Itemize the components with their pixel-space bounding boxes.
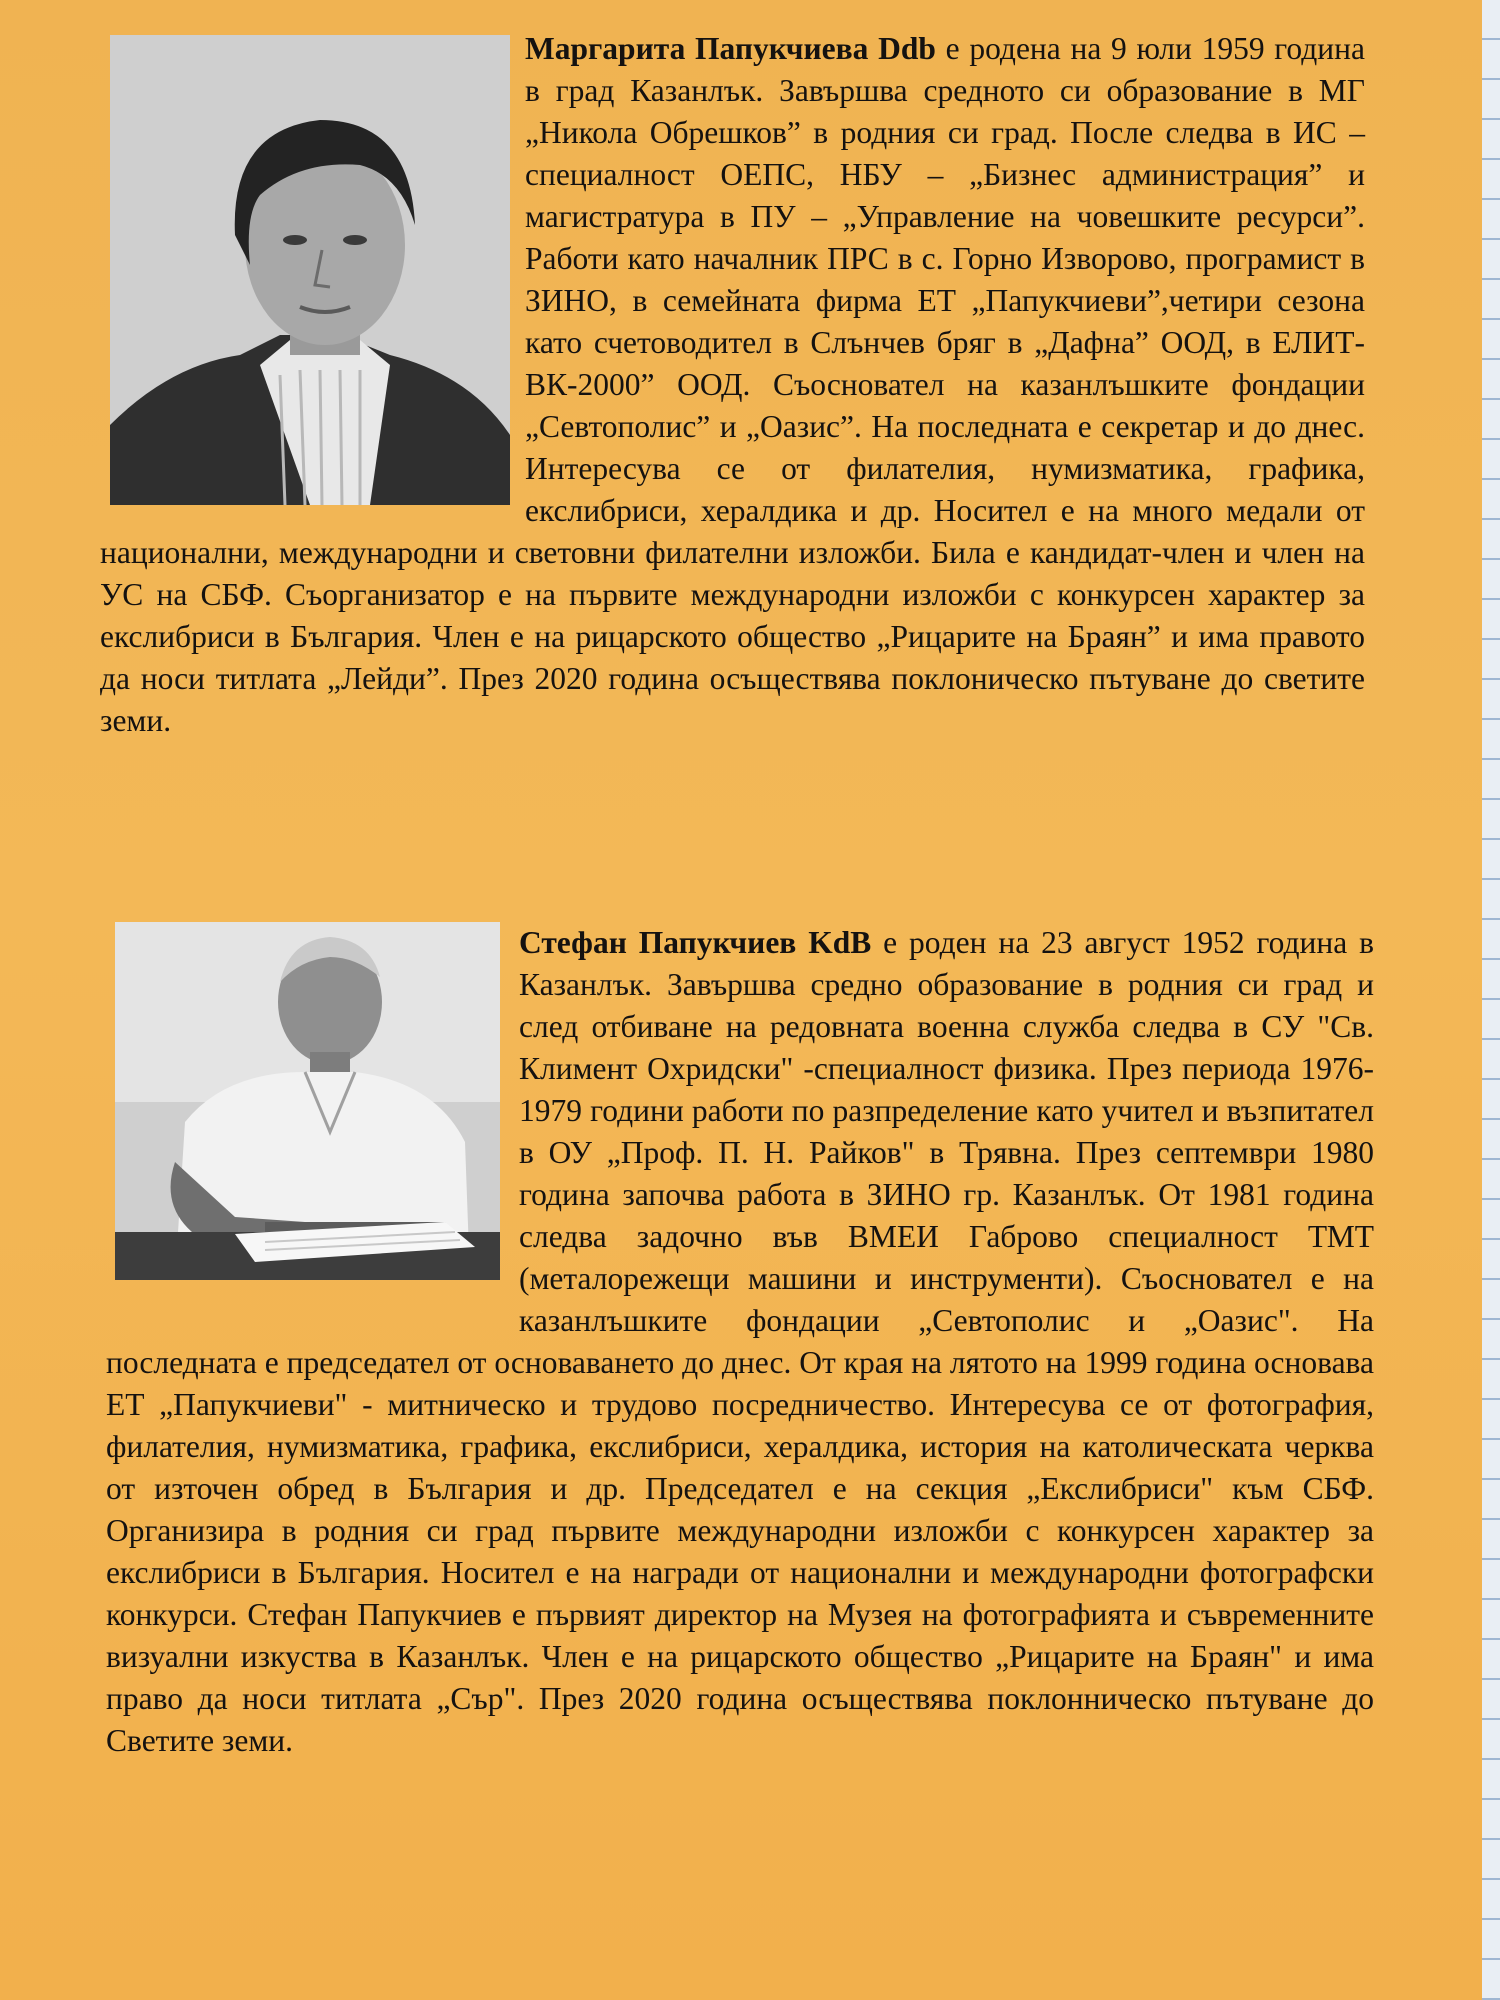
bio-text: е роден на 23 август 1952 година в Казанлък. Завършва средно образование в родния си град и след отбиване на редовната военна служба следва в СУ "Св. Климент Охридски" -специалност физика. През периода 1976-1979 години работи по разпределение като учител и възпитател в ОУ „Проф. П. Н. Райков" в Трявна. През септември 1980 година започва работа в ЗИНО гр. Казанлък. От 1981 година следва задочно във ВМЕИ Габрово специалност ТМТ (металорежещи машини и инструменти). Съосновател е на казанлъшките фондации „Севтополис и „Оазис". На последната е председател от основаването до днес. От края на лятото на 1999 година основава ЕТ „Папукчиеви" - митническо и трудово посредничество. Интересува се от фотография, филателия, нумизматика, графика, екслибриси, хералдика, история на католическата черква от източен обред в България и др. Председател е на секция „Екслибриси" към СБФ. Организира в родния си град първите международни изложби с конкурсен характер за екслибриси в България. Носител е на награди от национални и международни фотографски конкурси. Стефан Папукчиев е първият директор на Музея на фотографията и съвременните визуални изкуства в Казанлък. Член е на рицарското общество „Рицарите на Браян" и има право да носи титлата „Сър". През 2020 година осъществява поклонническо пътуване до Светите земи. [106,925,1374,1758]
photo-spacer [100,28,525,528]
bio-margarita [100,28,1365,742]
person-name: Стефан Папукчиев KdB [519,925,872,960]
person-name: Маргарита Папукчиева Ddb [525,31,936,66]
photo-spacer [106,922,519,1310]
bio-stefan [106,922,1374,1762]
paper-edge [1482,0,1500,2000]
bio-text: е родена на 9 юли 1959 година в град Казанлък. Завършва средното си образование в МГ „Никола Обрешков” в родния си град. После следва в ИС – специалност ОЕПС, НБУ – „Бизнес администрация” и магистратура в ПУ – „Управление на човешките ресурси”. Работи като началник ПРС в с. Горно Изворово, програмист в ЗИНО, в семейната фирма ЕТ „Папукчиеви”,четири сезона като счетоводител в Слънчев бряг в „Дафна” ООД, в ЕЛИТ-ВК-2000” ООД. Съосновател на казанлъшките фондации „Севтополис” и „Оазис”. На последната е секретар и до днес. Интересува се от филателия, нумизматика, графика, екслибриси, хералдика и др. Носител е на много медали от национални, международни и световни филателни изложби. Била е кандидат-член и член на УС на СБФ. Съорганизатор е на първите международни изложби с конкурсен характер за екслибриси в България. Член е на рицарското общество „Рицарите на Браян” и има правото да носи титлата „Лейди”. През 2020 година осъществява поклоническо пътуване до светите земи. [100,31,1365,738]
